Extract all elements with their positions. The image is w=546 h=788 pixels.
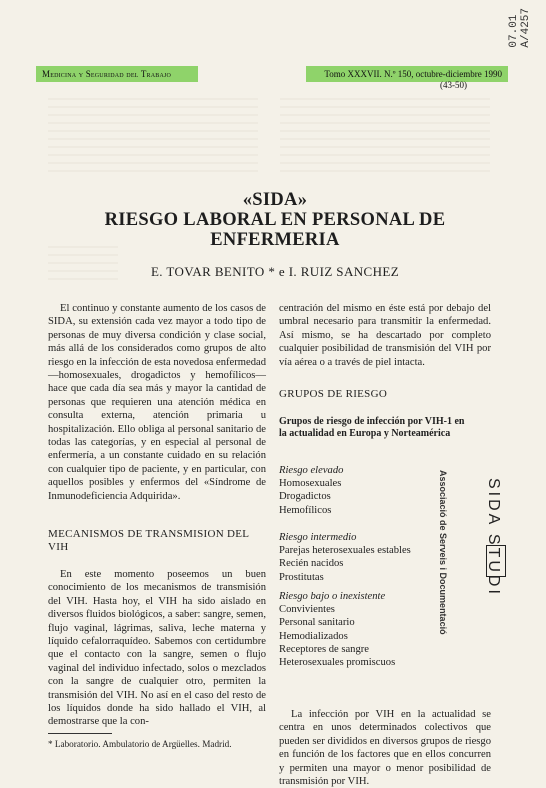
section-heading-mecanismos: MECANISMOS DE TRANSMISION DEL VIH (48, 528, 249, 554)
groups-table-title (279, 416, 469, 440)
title-line-3: ENFERMERIA (210, 230, 340, 250)
paragraph-continuation: centración del mismo en éste está por debajo del umbral necesario para transmitir la enfermedad. Así mismo, se ha descartado por completo cualquier posibilidad de transmisión del VIH por vía aérea o a través de piel intacta. (279, 303, 491, 368)
right-column-top (279, 302, 491, 369)
mecanismos-block (48, 568, 266, 729)
stamp-text: Associació de Serveis i Documentació (438, 470, 448, 635)
paragraph-infection: La infección por VIH en la actualidad se centra en unos determinados colectivos que pueden ser divididos en diversos grupos de riesgo en función de los factores que en ellos concurren y permiten una mayor o menor posibilidad de transmisión por VIH. (279, 709, 491, 788)
risk-item: Homosexuales (279, 478, 342, 490)
risk-item: Prostitutas (279, 571, 324, 583)
authors: E. TOVAR BENITO * e I. RUIZ SANCHEZ (150, 264, 400, 279)
paragraph-intro: El continuo y constante aumento de los casos de SIDA, su extensión cada vez mayor a todo tipo de personas de muy diversa condición y clase social, más allá de los considerados como grupos de alto riesgo en la infección de esta novedosa enfermedad —homosexuales, drogadictos y hemofílicos— hace que cada día sea más y mayor la cantidad de personas que requieren una atención médica en consulta externa, atención primaria u hospitalización. Ello obliga al personal sanitario de todas las categorías, y en especial al personal de enfermería, a un constante cuidado en su relación con cualquier tipo de paciente, y en particular, con aquellos posibles y enfermos del «Síndrome de Inmunodeficiencia Adquirida». (48, 303, 266, 502)
title-line-1: «SIDA» (242, 190, 308, 210)
groups-heading-block (279, 388, 491, 401)
risk-item: Convivientes (279, 604, 335, 616)
bleed-through (280, 92, 490, 176)
risk-mid-group (279, 531, 449, 584)
risk-item: Receptores de sangre (279, 643, 370, 655)
page-range: (43-50) (440, 80, 467, 90)
risk-item: Parejas heterosexuales estables (279, 545, 411, 557)
table-title: Grupos de riesgo de infección por VIH-1 en la actualidad en Europa y Norteamérica (279, 416, 465, 439)
risk-item: Drogadictos (279, 491, 331, 503)
risk-high-group (279, 464, 449, 517)
paragraph-mecanismos: En este momento poseemos un buen conocimiento de los mecanismos de transmisión del VIH. Hasta hoy, el VIH ha sido aislado en diversos fluidos biológicos, a saber: sangre, semen, flujo vaginal, lágrimas, saliva, leche materna y líquido cefalorraquídeo. Sabemos con certidumbre que el contacto con la sangre, semen o flujo vaginal del individuo infectado, solos o mezclados con la sangre de cualquier otro, permiten la transmisión del VIH. No así en el caso del resto de los líquidos donde ha sido hallado el VIH, al demostrarse que la con- (48, 569, 266, 728)
section-heading-block (48, 528, 266, 555)
journal-name-band: Medicina y Seguridad del Trabajo (36, 66, 198, 82)
article-title (60, 190, 490, 250)
risk-item: Recién nacidos (279, 558, 344, 570)
section-heading-grupos: GRUPOS DE RIESGO (279, 388, 388, 400)
risk-category-low: Riesgo bajo o inexistente (279, 591, 386, 602)
margin-note (508, 8, 532, 48)
risk-low-group (279, 590, 449, 669)
risk-category-mid: Riesgo intermedio (279, 532, 357, 543)
margin-note-line-2: A/4257 (520, 8, 532, 48)
risk-item: Hemodializados (279, 630, 348, 642)
risk-category-high: Riesgo elevado (279, 465, 344, 476)
bleed-through (48, 92, 258, 176)
footnote-rule (48, 733, 112, 734)
margin-note-line-1: 07.01 (508, 14, 520, 48)
library-stamp (430, 470, 462, 670)
risk-item: Heterosexuales promiscuos (279, 657, 396, 669)
sida-studi-logo: SIDA STUDI (485, 478, 502, 597)
right-column-bottom (279, 708, 491, 788)
left-column (48, 302, 266, 503)
title-line-2: RIESGO LABORAL EN PERSONAL DE (104, 210, 446, 230)
issue-band: Tomo XXXVII. N.º 150, octubre-diciembre 1990 (306, 66, 508, 82)
footnote: * Laboratorio. Ambulatorio de Argüelles. Madrid. (48, 739, 232, 749)
risk-item: Hemofílicos (279, 504, 332, 516)
risk-item: Personal sanitario (279, 617, 355, 629)
